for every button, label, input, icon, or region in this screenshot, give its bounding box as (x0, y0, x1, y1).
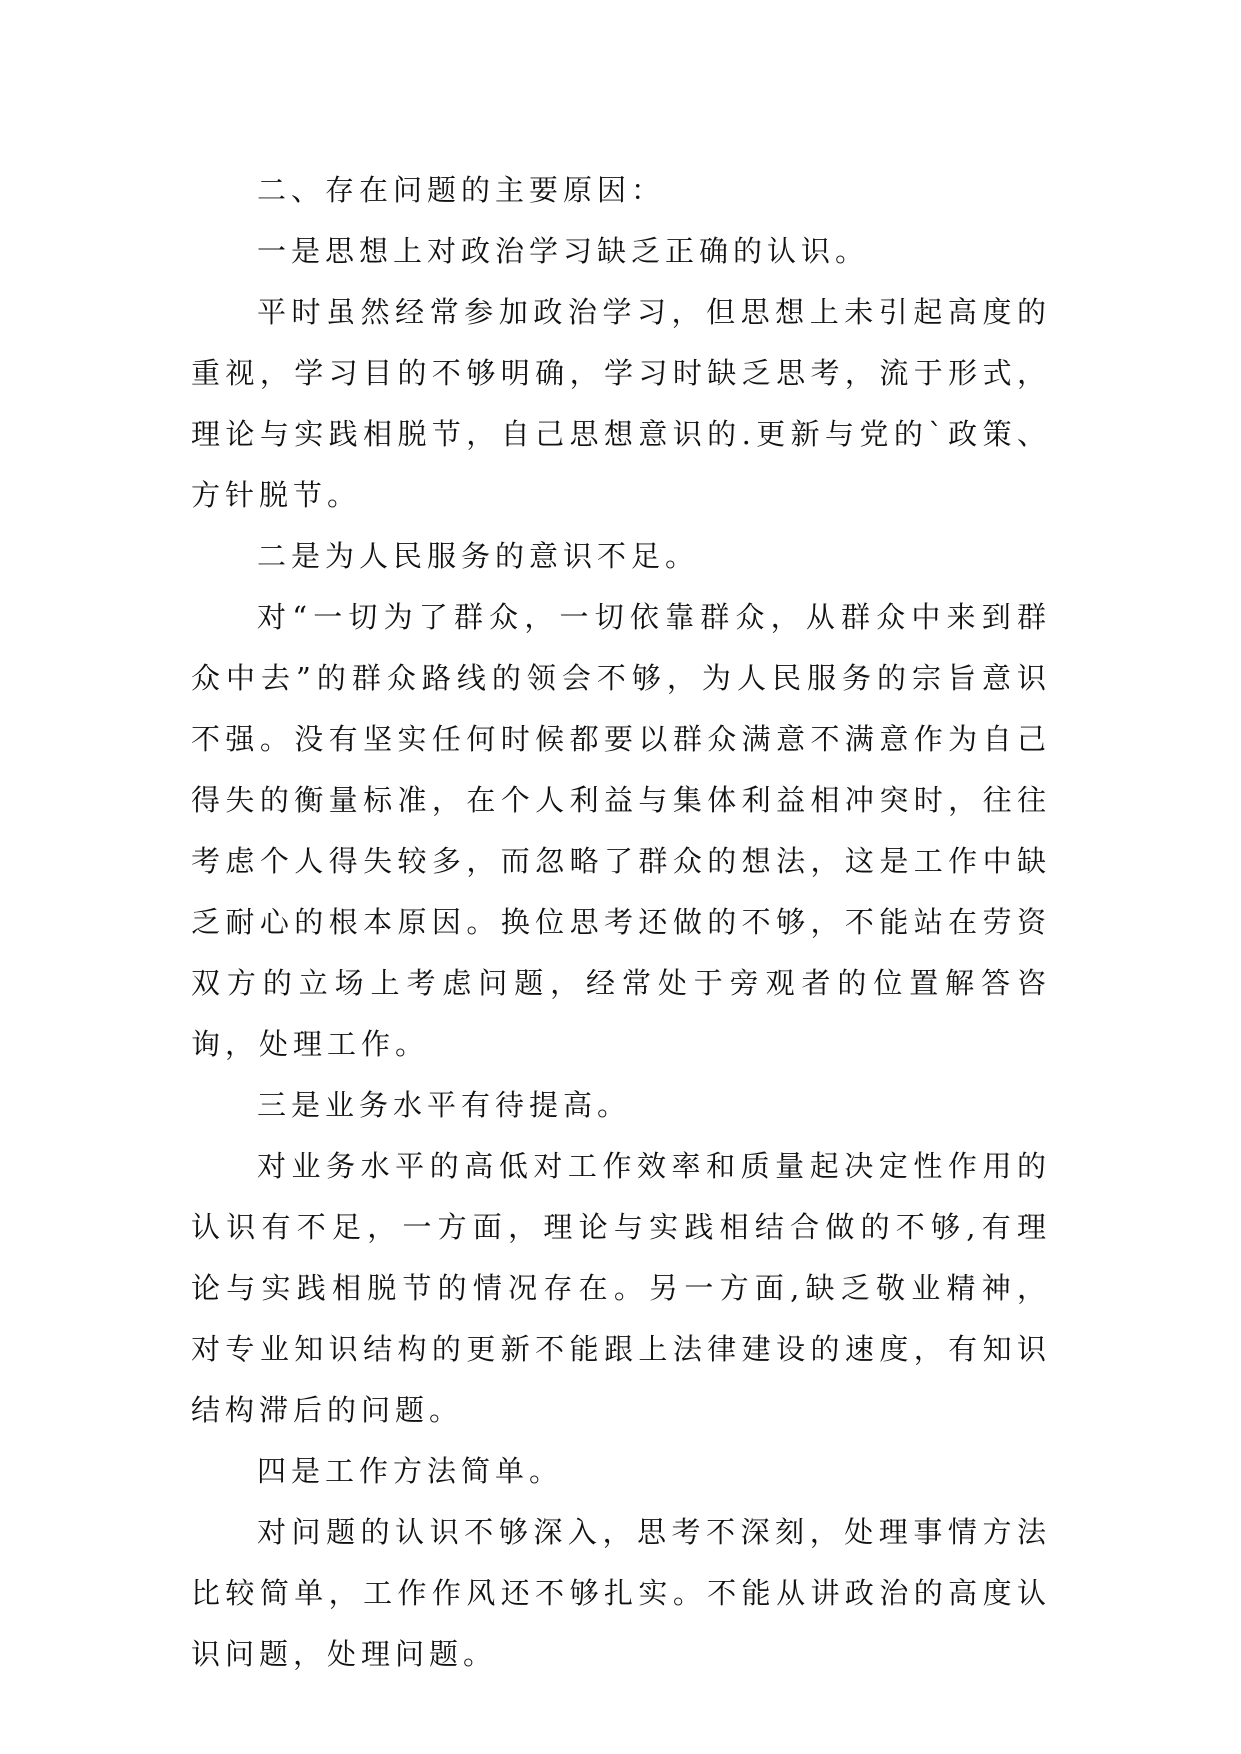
point-heading-4: 四是工作方法简单。 (257, 1454, 564, 1488)
point-heading-2: 二是为人民服务的意识不足。 (257, 539, 700, 573)
section-heading: 二、存在问题的主要原因： (257, 173, 666, 207)
point-paragraph-4: 对问题的认识不够深入，思考不深刻，处理事情方法比较简单，工作作风还不够扎实。不能从讲政治的高度认识问题，处理问题。 (191, 1515, 1051, 1671)
point-heading-1: 一是思想上对政治学习缺乏正确的认识。 (257, 234, 870, 268)
point-paragraph-2: 对“一切为了群众，一切依靠群众，从群众中来到群众中去”的群众路线的领会不够，为人民服务的宗旨意识不强。没有坚实任何时候都要以群众满意不满意作为自己得失的衡量标准，在个人利益与集体利益相冲突时，往往考虑个人得失较多，而忽略了群众的想法，这是工作中缺乏耐心的根本原因。换位思考还做的不够，不能站在劳资双方的立场上考虑问题，经常处于旁观者的位置解答咨询，处理工作。 (191, 600, 1051, 1061)
point-paragraph-3: 对业务水平的高低对工作效率和质量起决定性作用的认识有不足，一方面，理论与实践相结合做的不够,有理论与实践相脱节的情况存在。另一方面,缺乏敬业精神，对专业知识结构的更新不能跟上法律建设的速度，有知识结构滞后的问题。 (191, 1149, 1051, 1427)
point-heading-3: 三是业务水平有待提高。 (257, 1088, 632, 1122)
document-body (191, 160, 1051, 1685)
point-paragraph-1: 平时虽然经常参加政治学习，但思想上未引起高度的重视，学习目的不够明确，学习时缺乏思考，流于形式，理论与实践相脱节，自己思想意识的.更新与党的`政策、方针脱节。 (191, 295, 1051, 512)
